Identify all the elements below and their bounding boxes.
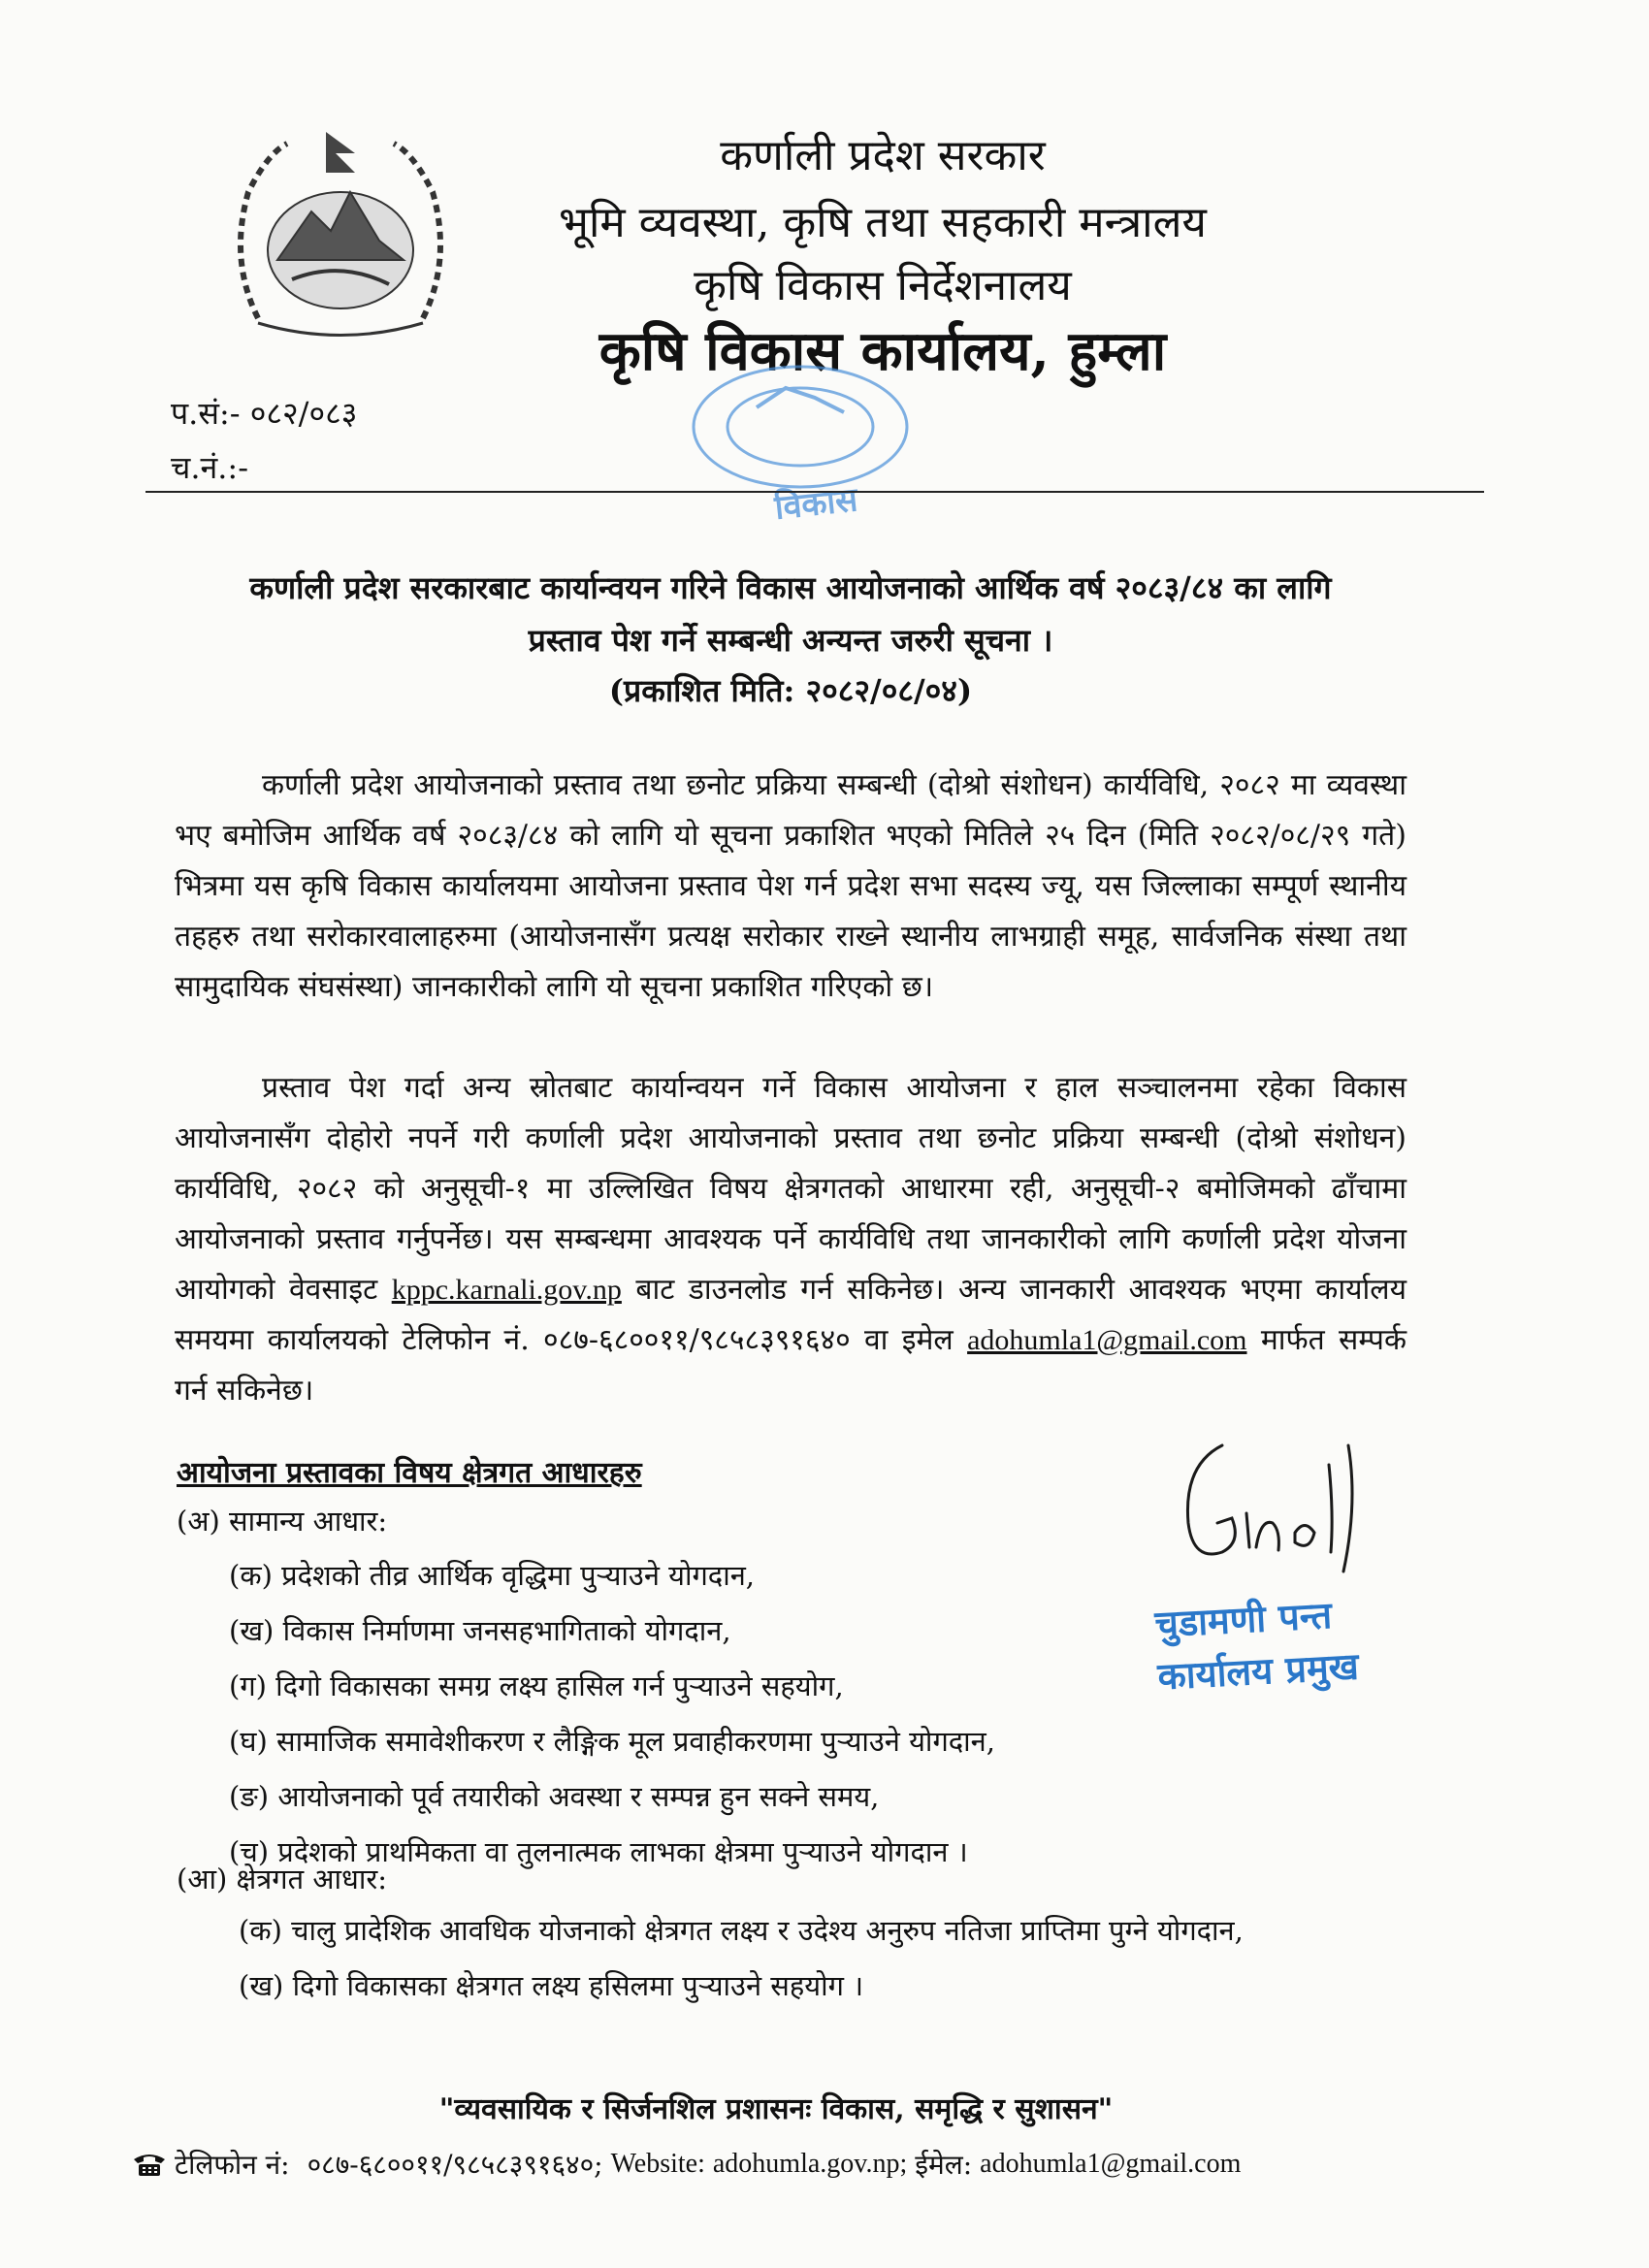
list-item: (ख) दिगो विकासका क्षेत्रगत लक्ष्य हसिलमा पुऱ्याउने सहयोग । [239, 1969, 864, 2002]
patra-sankhya: प.सं:- ०८२/०८३ [171, 395, 358, 432]
footer-website[interactable]: adohumla.gov.np; [712, 2149, 908, 2179]
signatory-stamp [1153, 1588, 1360, 1703]
list-item: (क) प्रदेशको तीव्र आर्थिक वृद्धिमा पुऱ्याउने योगदान, [229, 1559, 756, 1592]
list-item: (ख) विकास निर्माणमा जनसहभागिताको योगदान, [229, 1614, 731, 1647]
nepal-emblem-logo [219, 124, 462, 357]
general-basis-label: (अ) सामान्य आधार: [177, 1505, 388, 1538]
list-item: (ङ) आयोजनाको पूर्व तयारीको अवस्था र सम्पन्न हुन सक्ने समय, [229, 1780, 880, 1813]
header-directorate: कृषि विकास निर्देशनालय [694, 261, 1072, 310]
body-paragraph-2-text-b: बाट डाउनलोड गर्न सकिनेछ। अन्य जानकारी आवश्यक भएमा कार्यालय समयमा कार्यालयको टेलिफोन नं. ०८७-६८००११/९८५८३९१६४० वा इमेल [175, 1273, 1406, 1357]
footer-phone-label: टेलिफोन नं: [175, 2149, 290, 2181]
signatory-designation: कार्यालय प्रमुख [1156, 1644, 1360, 1699]
office-stamp [669, 349, 931, 553]
sector-basis-list [239, 1903, 1244, 2014]
telephone-icon [132, 2152, 167, 2177]
notice-subject-line2: प्रस्ताव पेश गर्ने सम्बन्धी अन्यन्त जरुरी सूचना । [528, 622, 1053, 659]
svg-text:विकास: विकास [772, 480, 860, 528]
list-item: (क) चालु प्रादेशिक आवधिक योजनाको क्षेत्रगत लक्ष्य र उदेश्य अनुरुप नतिजा प्राप्तिमा पुग्ने योगदान, [239, 1914, 1244, 1947]
notice-subject-line1: कर्णाली प्रदेश सरकारबाट कार्यान्वयन गरिने विकास आयोजनाको आर्थिक वर्ष २०८३/८४ का लागि [249, 569, 1332, 606]
header-divider [146, 491, 1484, 493]
chalani-number: च.नं.:- [171, 449, 249, 486]
footer-email[interactable]: adohumla1@gmail.com [980, 2149, 1242, 2179]
body-paragraph-2 [175, 1063, 1406, 1416]
header-government: कर्णाली प्रदेश सरकार [720, 131, 1046, 180]
footer-contact [132, 2146, 1241, 2183]
list-item: (घ) सामाजिक समावेशीकरण र लैङ्गिक मूल प्रवाहीकरणमा पुऱ्याउने योगदान, [229, 1725, 995, 1758]
kppc-website-link[interactable]: kppc.karnali.gov.np [391, 1274, 622, 1306]
footer-motto: "व्यवसायिक र सिर्जनशिल प्रशासनः विकास, समृद्धि र सुशासन" [438, 2092, 1114, 2126]
office-email-link[interactable]: adohumla1@gmail.com [967, 1324, 1247, 1356]
header-office: कृषि विकास कार्यालय, हुम्ला [598, 319, 1167, 383]
sector-basis-label: (आ) क्षेत्रगत आधार: [177, 1863, 387, 1895]
signature [1164, 1426, 1377, 1581]
body-paragraph-2-text-c: मार्फत सम्पर्क गर्न सकिनेछ। [175, 1323, 1406, 1408]
list-item: (च) प्रदेशको प्राथमिकता वा तुलनात्मक लाभका क्षेत्रमा पुऱ्याउने योगदान । [229, 1835, 968, 1868]
basis-heading: आयोजना प्रस्तावका विषय क्षेत्रगत आधारहरु [177, 1456, 642, 1490]
list-item: (ग) दिगो विकासका समग्र लक्ष्य हासिल गर्न पुऱ्याउने सहयोग, [229, 1669, 844, 1702]
body-paragraph-1: कर्णाली प्रदेश आयोजनाको प्रस्ताव तथा छनोट प्रक्रिया सम्बन्धी (दोश्रो संशोधन) कार्यविधि, २०८२ मा व्यवस्था भए बमोजिम आर्थिक वर्ष २०८३/८४ को लागि यो सूचना प्रकाशित भएको मितिले २५ दिन (मिति २०८२/०८/२९ गते) भित्रमा यस कृषि विकास कार्यालयमा आयोजना प्रस्ताव पेश गर्न प्रदेश सभा सदस्य ज्यू, यस जिल्लाका सम्पूर्ण स्थानीय तहहरु तथा सरोकारवालाहरुमा (आयोजनासँग प्रत्यक्ष सरोकार राख्ने स्थानीय लाभग्राही समूह, सार्वजनिक संस्था तथा सामुदायिक संघसंस्था) जानकारीको लागि यो सूचना प्रकाशित गरिएको छ। [175, 768, 1406, 1004]
header-ministry: भूमि व्यवस्था, कृषि तथा सहकारी मन्त्रालय [559, 198, 1207, 247]
body-paragraph-2-text-a: प्रस्ताव पेश गर्दा अन्य स्रोतबाट कार्यान्वयन गर्ने विकास आयोजना र हाल सञ्चालनमा रहेका विकास आयोजनासँग दोहोरो नपर्ने गरी कर्णाली प्रदेश आयोजनाको प्रस्ताव तथा छनोट प्रक्रिया सम्बन्धी (दोश्रो संशोधन) कार्यविधि, २०८२ को अनुसूची-१ मा उल्लिखित विषय क्षेत्रगतको आधारमा रही, अनुसूची-२ बमोजिमको ढाँचामा आयोजनाको प्रस्ताव गर्नुपर्नेछ। यस सम्बन्धमा आवश्यक पर्ने कार्यविधि तथा जानकारीको लागि कर्णाली प्रदेश योजना आयोगको वेवसाइट [175, 1071, 1407, 1307]
footer-phone: ०८७-६८००११/९८५८३९१६४०; [307, 2149, 603, 2181]
footer-website-label: Website: [610, 2149, 705, 2179]
footer-email-label: ईमेल: [915, 2149, 973, 2181]
signatory-name: चुडामणी पन्त [1153, 1593, 1334, 1646]
general-basis-list [229, 1548, 995, 1880]
publish-date: (प्रकाशित मिति: २०८२/०८/०४) [608, 672, 973, 709]
